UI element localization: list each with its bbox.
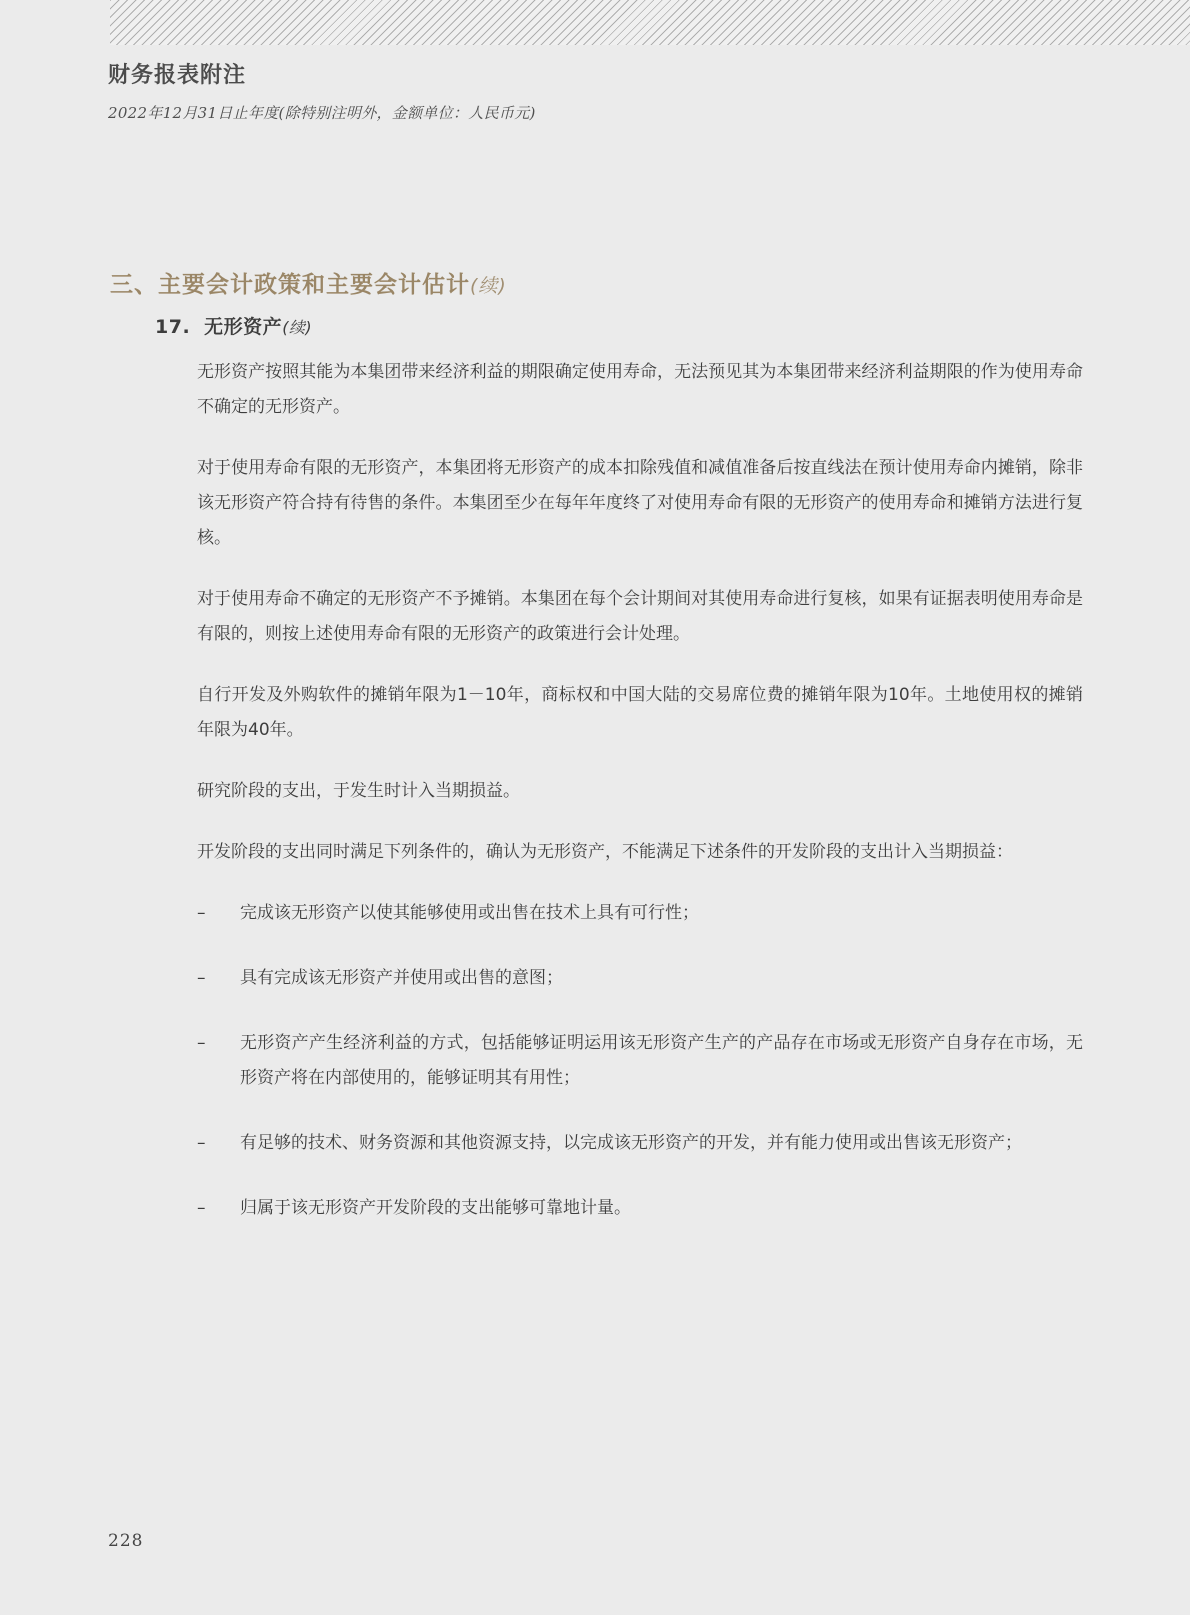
paragraph: 研究阶段的支出，于发生时计入当期损益。 xyxy=(197,781,520,801)
document-title: 财务报表附注 xyxy=(108,62,247,88)
list-item xyxy=(197,961,1083,996)
paragraph: 自行开发及外购软件的摊销年限为1－10年，商标权和中国大陆的交易席位费的摊销年限为10年。土地使用权的摊销年限为40年。 xyxy=(197,685,1083,740)
list-item xyxy=(197,896,1083,931)
section-heading-continued: (续) xyxy=(470,275,507,297)
conditions-list xyxy=(197,896,1083,1226)
list-item-text: 无形资产产生经济利益的方式，包括能够证明运用该无形资产生产的产品存在市场或无形资产自身存在市场，无形资产将在内部使用的，能够证明其有用性； xyxy=(240,1033,1083,1088)
list-item xyxy=(197,1026,1083,1096)
paragraph: 对于使用寿命有限的无形资产，本集团将无形资产的成本扣除残值和减值准备后按直线法在预计使用寿命内摊销，除非该无形资产符合持有待售的条件。本集团至少在每年年度终了对使用寿命有限的无形资产的使用寿命和摊销方法进行复核。 xyxy=(197,458,1083,548)
subsection-heading xyxy=(155,312,312,339)
dash-marker: – xyxy=(197,903,206,923)
dash-marker: – xyxy=(197,1198,206,1218)
list-item-text: 归属于该无形资产开发阶段的支出能够可靠地计量。 xyxy=(240,1198,631,1218)
subsection-number: 17. xyxy=(155,316,191,338)
body-content xyxy=(197,355,1083,1256)
subsection-title: 无形资产 xyxy=(204,316,283,338)
hatch-pattern-band xyxy=(110,0,1190,45)
list-item xyxy=(197,1191,1083,1226)
page-number: 228 xyxy=(108,1531,144,1551)
list-item-text: 有足够的技术、财务资源和其他资源支持，以完成该无形资产的开发，并有能力使用或出售该无形资产； xyxy=(240,1133,1022,1153)
paragraph: 开发阶段的支出同时满足下列条件的，确认为无形资产，不能满足下述条件的开发阶段的支出计入当期损益： xyxy=(197,842,1013,862)
dash-marker: – xyxy=(197,1033,206,1053)
document-subtitle: 2022年12月31日止年度(除特别注明外，金额单位：人民币元) xyxy=(108,104,536,122)
paragraph: 无形资产按照其能为本集团带来经济利益的期限确定使用寿命，无法预见其为本集团带来经济利益期限的作为使用寿命不确定的无形资产。 xyxy=(197,362,1083,417)
section-heading-text: 三、主要会计政策和主要会计估计 xyxy=(110,272,470,298)
document-header xyxy=(108,58,536,123)
section-heading xyxy=(110,266,507,299)
subsection-continued: (续) xyxy=(282,318,313,337)
dash-marker: – xyxy=(197,968,206,988)
dash-marker: – xyxy=(197,1133,206,1153)
list-item xyxy=(197,1126,1083,1161)
list-item-text: 具有完成该无形资产并使用或出售的意图； xyxy=(240,968,563,988)
paragraph: 对于使用寿命不确定的无形资产不予摊销。本集团在每个会计期间对其使用寿命进行复核，如果有证据表明使用寿命是有限的，则按上述使用寿命有限的无形资产的政策进行会计处理。 xyxy=(197,589,1083,644)
list-item-text: 完成该无形资产以使其能够使用或出售在技术上具有可行性； xyxy=(240,903,699,923)
